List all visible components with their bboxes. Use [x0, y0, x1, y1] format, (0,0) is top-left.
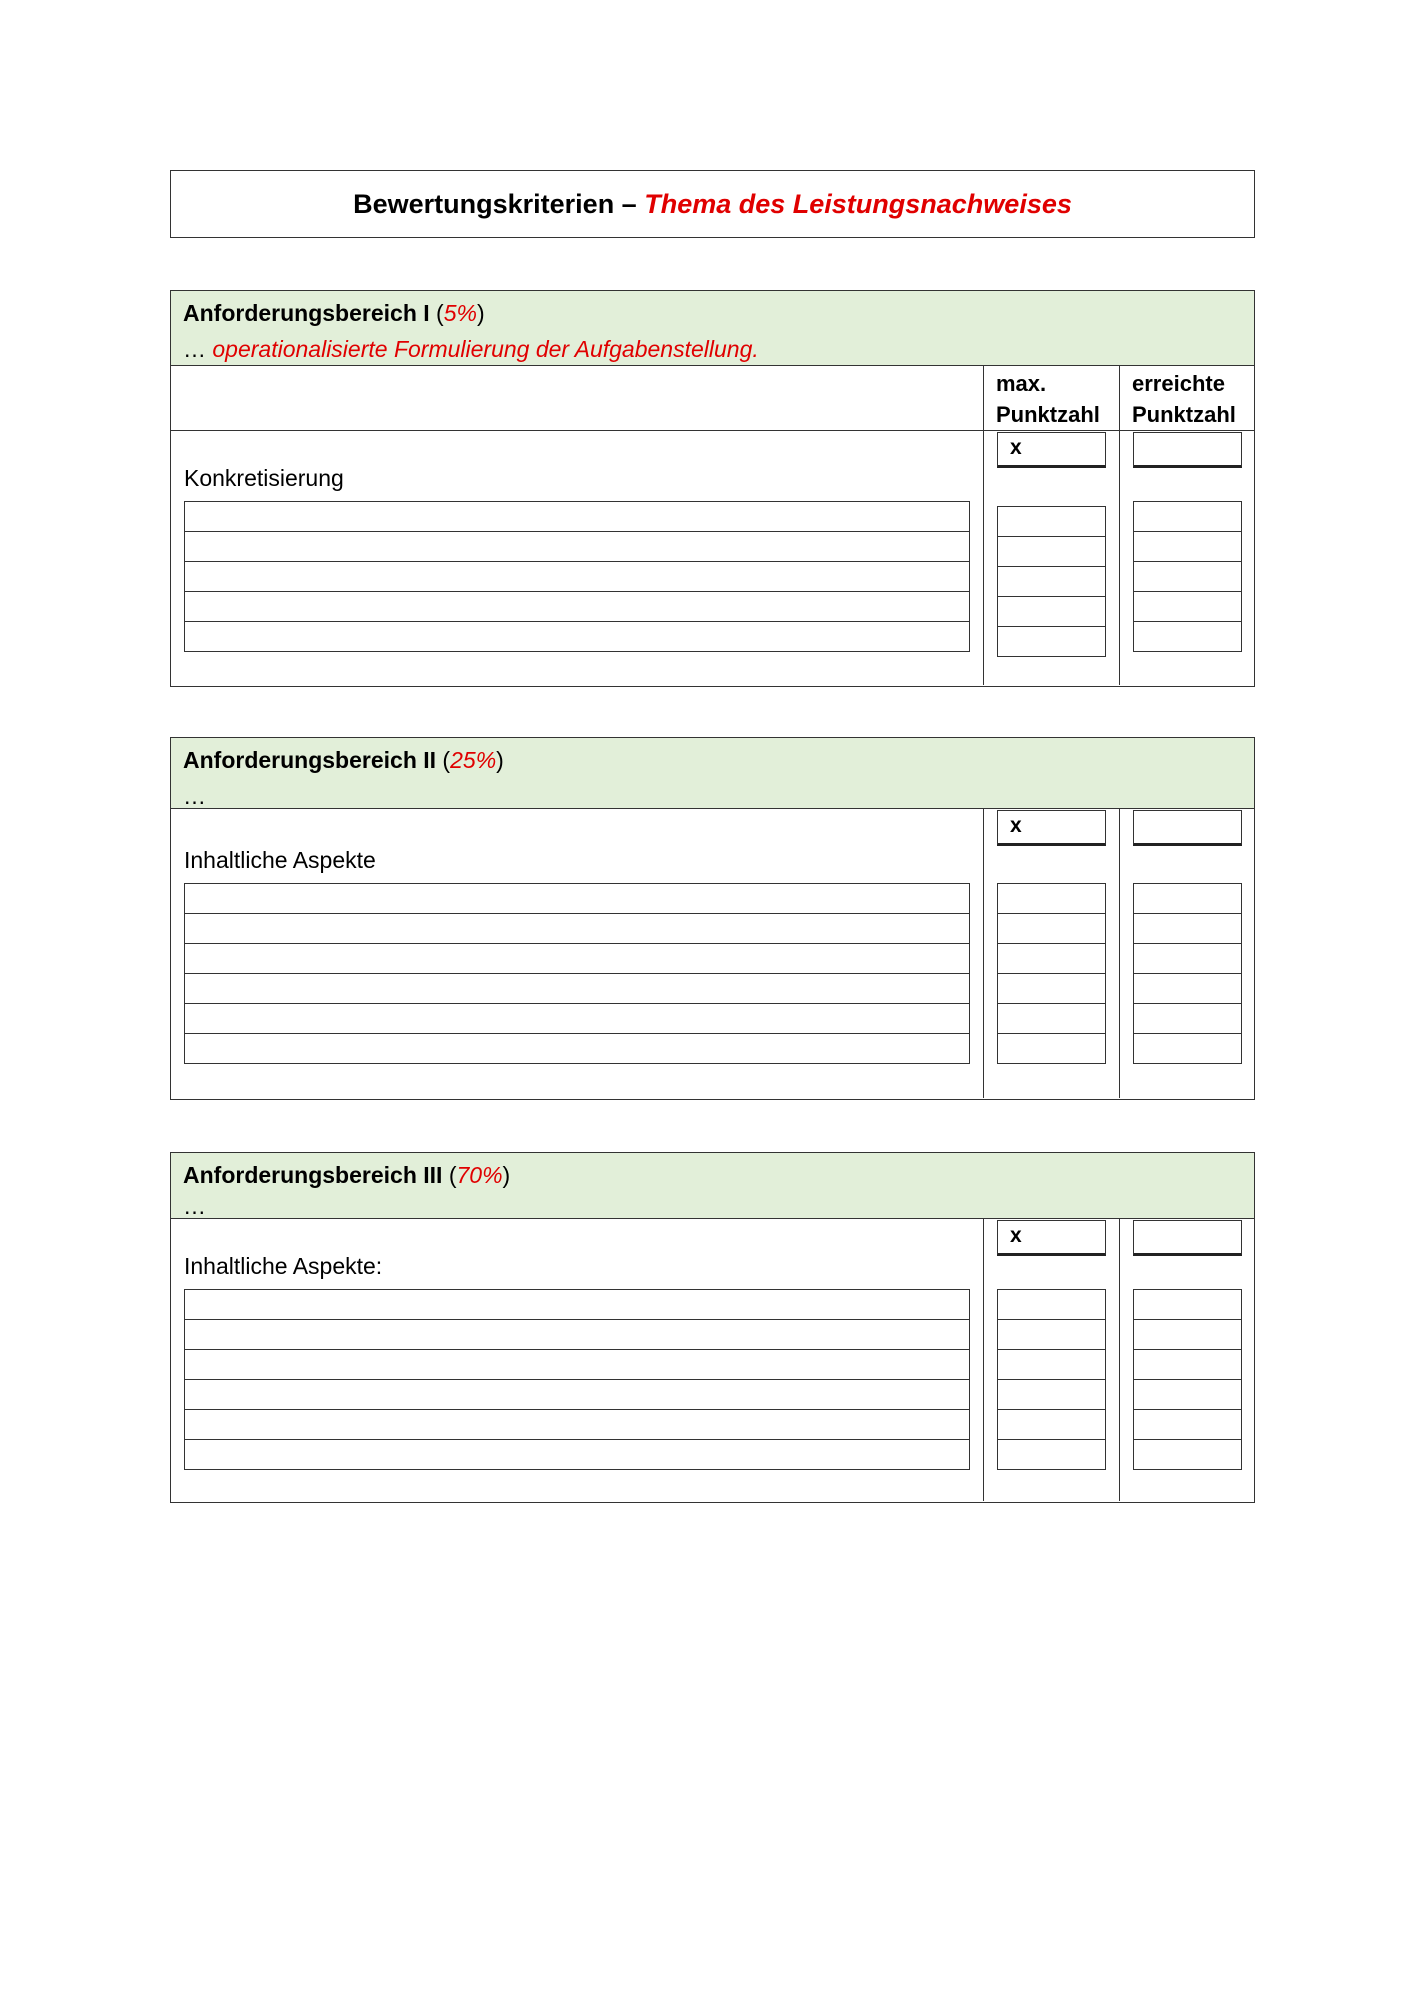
- criteria-row-field[interactable]: [184, 592, 970, 622]
- title-topic: Thema des Leistungsnachweises: [644, 188, 1072, 219]
- achieved-points-total-field[interactable]: [1133, 1220, 1242, 1256]
- section-description: …: [183, 1193, 206, 1219]
- achieved-points-rows: [1133, 883, 1242, 1064]
- max-points-field[interactable]: [997, 1034, 1106, 1064]
- section-heading: Anforderungsbereich II: [183, 747, 437, 773]
- column-max-points: max. Punktzahl: [996, 371, 1100, 427]
- achieved-points-field[interactable]: [1133, 622, 1242, 652]
- criteria-rows: [184, 501, 970, 652]
- achieved-points-field[interactable]: [1133, 944, 1242, 974]
- max-points-field[interactable]: [997, 974, 1106, 1004]
- criteria-rows: [184, 1289, 970, 1470]
- section-description: operationalisierte Formulierung der Aufgabenstellung.: [212, 336, 759, 362]
- section-description: …: [183, 783, 206, 809]
- max-points-field[interactable]: [997, 1004, 1106, 1034]
- section-description-prefix: …: [183, 336, 213, 362]
- section-percent: 5%: [443, 300, 477, 326]
- criteria-row-field[interactable]: [184, 914, 970, 944]
- max-points-field[interactable]: [997, 1440, 1106, 1470]
- criteria-row-field[interactable]: [184, 1004, 970, 1034]
- max-points-field[interactable]: [997, 567, 1106, 597]
- achieved-points-field[interactable]: [1133, 592, 1242, 622]
- achieved-points-total-field[interactable]: [1133, 432, 1242, 468]
- criteria-row-field[interactable]: [184, 944, 970, 974]
- max-points-field[interactable]: [997, 507, 1106, 537]
- achieved-points-rows: [1133, 501, 1242, 652]
- max-points-rows: [997, 506, 1106, 657]
- section-body: [171, 431, 1254, 685]
- section-anforderungsbereich-1: [170, 290, 1255, 687]
- max-points-field[interactable]: [997, 944, 1106, 974]
- achieved-points-field[interactable]: [1133, 1320, 1242, 1350]
- max-points-field[interactable]: [997, 914, 1106, 944]
- max-points-field[interactable]: [997, 1410, 1106, 1440]
- max-points-field[interactable]: [997, 1290, 1106, 1320]
- achieved-points-field[interactable]: [1133, 1290, 1242, 1320]
- criteria-row-field[interactable]: [184, 1410, 970, 1440]
- criteria-rows: [184, 883, 970, 1064]
- max-points-total-field[interactable]: x: [997, 432, 1106, 468]
- max-points-field[interactable]: [997, 1350, 1106, 1380]
- achieved-points-field[interactable]: [1133, 1380, 1242, 1410]
- criteria-row-field[interactable]: [184, 532, 970, 562]
- section-anforderungsbereich-3: [170, 1152, 1255, 1503]
- criteria-row-field[interactable]: [184, 1350, 970, 1380]
- title-prefix: Bewertungskriterien –: [353, 188, 637, 219]
- achieved-points-rows: [1133, 1289, 1242, 1470]
- max-points-field[interactable]: [997, 1320, 1106, 1350]
- column-header-row: [171, 366, 1254, 431]
- criteria-row-field[interactable]: [184, 622, 970, 652]
- section-anforderungsbereich-2: [170, 737, 1255, 1100]
- section-heading: Anforderungsbereich I: [183, 300, 430, 326]
- column-achieved-points: erreichte Punktzahl: [1132, 371, 1236, 427]
- max-points-field[interactable]: [997, 884, 1106, 914]
- max-points-field[interactable]: [997, 537, 1106, 567]
- section-header: Anforderungsbereich III (70%) …: [171, 1153, 1254, 1219]
- achieved-points-field[interactable]: [1133, 1034, 1242, 1064]
- criteria-row-field[interactable]: [184, 1320, 970, 1350]
- criteria-row-field[interactable]: [184, 1380, 970, 1410]
- criteria-row-field[interactable]: [184, 884, 970, 914]
- section-header: Anforderungsbereich I (5%) … operationalisierte Formulierung der Aufgabenstellung.: [171, 291, 1254, 366]
- sub-label: Inhaltliche Aspekte: [184, 847, 376, 873]
- max-points-field[interactable]: [997, 627, 1106, 657]
- achieved-points-field[interactable]: [1133, 914, 1242, 944]
- max-points-total-field[interactable]: x: [997, 1220, 1106, 1256]
- sub-label: Konkretisierung: [184, 465, 344, 491]
- criteria-row-field[interactable]: [184, 562, 970, 592]
- achieved-points-field[interactable]: [1133, 884, 1242, 914]
- achieved-points-total-field[interactable]: [1133, 810, 1242, 846]
- criteria-row-field[interactable]: [184, 1440, 970, 1470]
- section-heading: Anforderungsbereich III: [183, 1162, 443, 1188]
- achieved-points-field[interactable]: [1133, 974, 1242, 1004]
- max-points-total-field[interactable]: x: [997, 810, 1106, 846]
- achieved-points-field[interactable]: [1133, 562, 1242, 592]
- section-header: Anforderungsbereich II (25%) …: [171, 738, 1254, 809]
- section-percent: 25%: [450, 747, 497, 773]
- achieved-points-field[interactable]: [1133, 532, 1242, 562]
- max-points-rows: [997, 883, 1106, 1064]
- sub-label: Inhaltliche Aspekte:: [184, 1253, 383, 1279]
- achieved-points-field[interactable]: [1133, 1004, 1242, 1034]
- criteria-row-field[interactable]: [184, 502, 970, 532]
- section-body: [171, 809, 1254, 1098]
- section-body: [171, 1219, 1254, 1501]
- document-title: [170, 170, 1255, 238]
- achieved-points-field[interactable]: [1133, 502, 1242, 532]
- achieved-points-field[interactable]: [1133, 1440, 1242, 1470]
- criteria-row-field[interactable]: [184, 1034, 970, 1064]
- section-percent: 70%: [456, 1162, 503, 1188]
- max-points-field[interactable]: [997, 1380, 1106, 1410]
- achieved-points-field[interactable]: [1133, 1410, 1242, 1440]
- max-points-field[interactable]: [997, 597, 1106, 627]
- criteria-row-field[interactable]: [184, 1290, 970, 1320]
- criteria-row-field[interactable]: [184, 974, 970, 1004]
- achieved-points-field[interactable]: [1133, 1350, 1242, 1380]
- max-points-rows: [997, 1289, 1106, 1470]
